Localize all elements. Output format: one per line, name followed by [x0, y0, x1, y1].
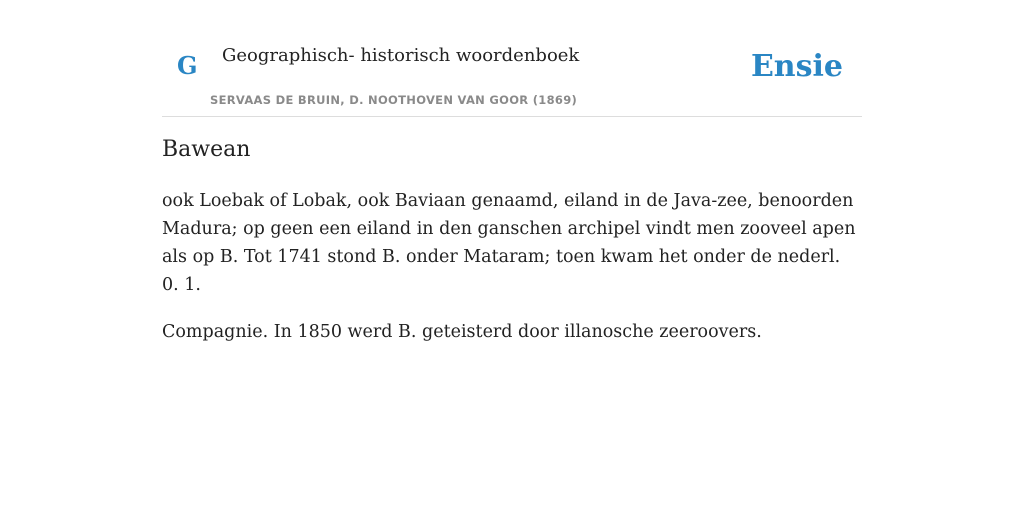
book-logo-link[interactable]: G	[177, 51, 198, 80]
ensie-logo-link[interactable]: Ensie	[750, 49, 843, 84]
entry-paragraph: ook Loebak of Lobak, ook Baviaan genaamd, eiland in de Java-zee, benoorden Madura; op geen een eiland in den ganschen archipel vindt men zooveel apen als op B. Tot 1741 stond B. onder Mataram; toen kwam het onder de nederl. 0. 1.	[162, 190, 856, 295]
book-title[interactable]: Geographisch- historisch woordenboek	[222, 45, 580, 66]
book-authors: SERVAAS DE BRUIN, D. NOOTHOVEN VAN GOOR (1869)	[210, 93, 578, 107]
entry-title: Bawean	[162, 137, 251, 162]
entry-content	[162, 136, 862, 365]
entry-paragraph: Compagnie. In 1850 werd B. geteisterd door illanosche zeeroovers.	[162, 321, 762, 342]
book-header	[162, 0, 862, 117]
